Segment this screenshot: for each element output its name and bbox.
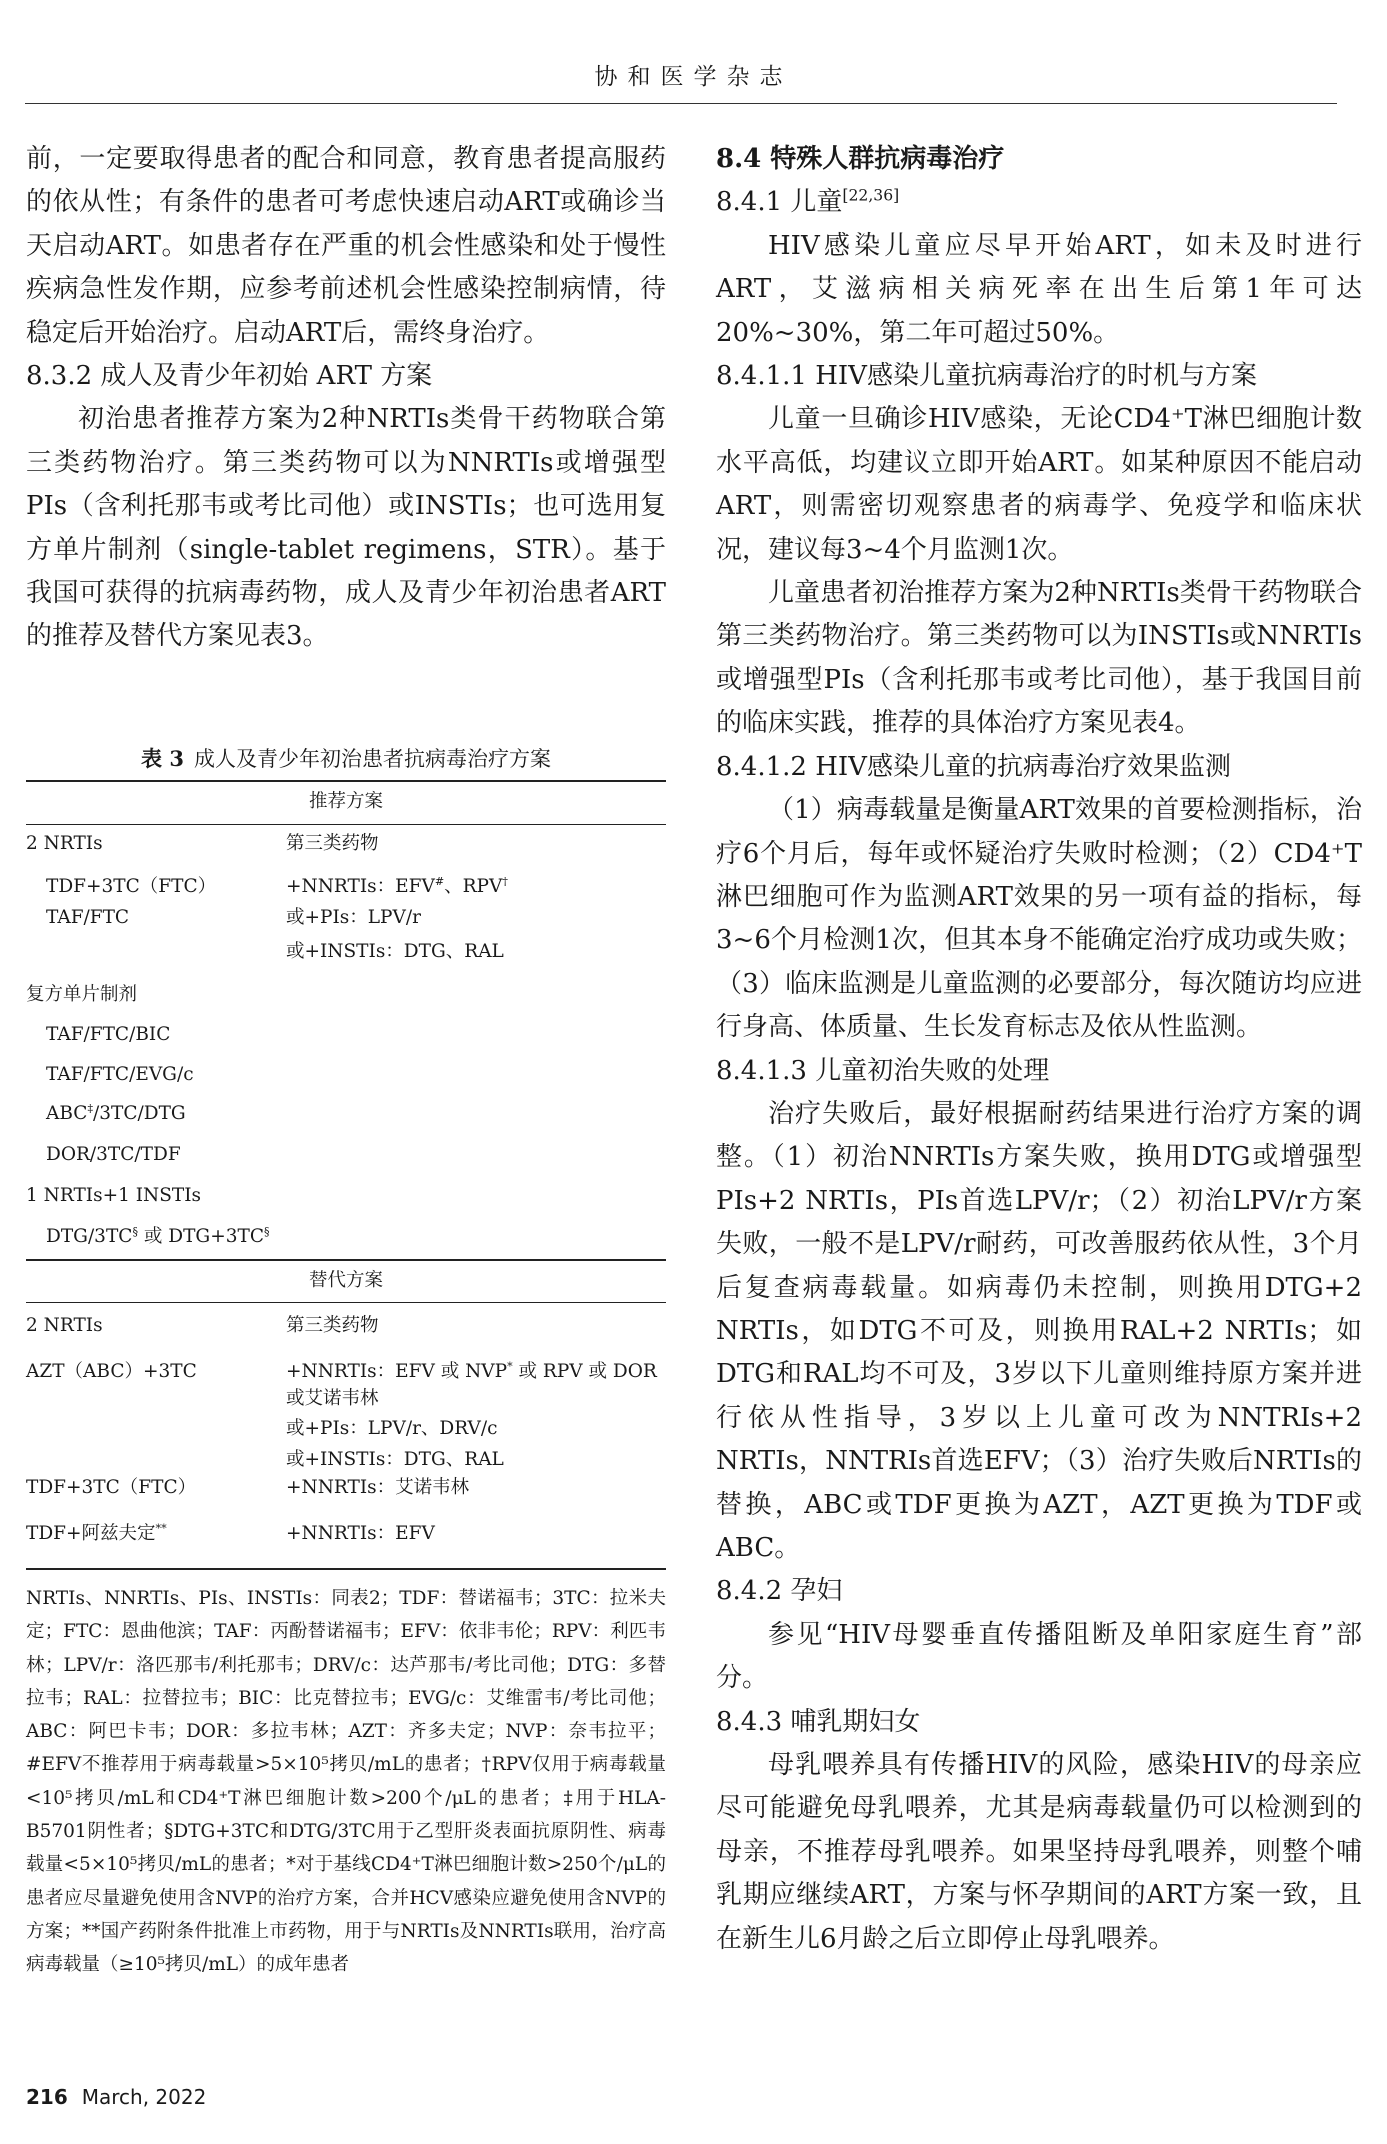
alt2-c1: TDF+3TC（FTC） bbox=[26, 1477, 197, 1498]
table-caption-text: 成人及青少年初治患者抗病毒治疗方案 bbox=[193, 747, 551, 771]
alt1-c2b: 或艾诺韦林 bbox=[286, 1388, 379, 1409]
recommended-header: 推荐方案 bbox=[308, 791, 383, 812]
alt3-c2: +NNRTIs：EFV bbox=[286, 1523, 435, 1544]
left-column bbox=[26, 138, 666, 659]
r1-c2a: +NNRTIs：EFV#、RPV† bbox=[286, 874, 508, 897]
section-8-4-title: 8.4 特殊人群抗病毒治疗 bbox=[716, 144, 1005, 174]
section-8-4-1-1-title: 8.4.1.1 HIV感染儿童抗病毒治疗的时机与方案 bbox=[716, 361, 1257, 392]
alt1-c2a: +NNRTIs：EFV 或 NVP* 或 RPV 或 DOR bbox=[286, 1359, 657, 1382]
header-divider bbox=[25, 103, 1337, 104]
str-head: 复方单片制剂 bbox=[26, 984, 138, 1005]
section-8-4-1-1-p1: 儿童一旦确诊HIV感染，无论CD4⁺T淋巴细胞计数水平高低，均建议立即开始ART。如某种原因不能启动ART，则需密切观察患者的病毒学、免疫学和临床状况，建议每3~4个月监测1次。 bbox=[716, 404, 1362, 565]
str-1: TAF/FTC/BIC bbox=[46, 1024, 171, 1045]
str-4: DOR/3TC/TDF bbox=[46, 1144, 181, 1165]
str-2: TAF/FTC/EVG/c bbox=[46, 1064, 194, 1085]
str-3: ABC‡/3TC/DTG bbox=[46, 1101, 186, 1124]
page-footer bbox=[26, 2085, 206, 2109]
section-8-3-2-title: 8.3.2 成人及青少年初始 ART 方案 bbox=[26, 361, 433, 392]
alt1-c2c: 或+PIs：LPV/r、DRV/c bbox=[286, 1418, 498, 1439]
r1-c1b: TAF/FTC bbox=[46, 907, 130, 928]
table-caption bbox=[26, 743, 666, 773]
alt1-c1: AZT（ABC）+3TC bbox=[26, 1361, 197, 1382]
table-bottom-rule bbox=[26, 1568, 666, 1570]
section-8-4-2-text: 参见“HIV母婴垂直传播阻断及单阳家庭生育”部分。 bbox=[716, 1619, 1362, 1694]
section-8-4-1-2-text: （1）病毒载量是衡量ART效果的首要检测指标，治疗6个月后，每年或怀疑治疗失败时检测；（2）CD4⁺T淋巴细胞可作为监测ART效果的另一项有益的指标，每3~6个月检测1次，但其本身不能确定治疗成功或失败；（3）临床监测是儿童监测的必要部分，每次随访均应进行身高、体质量、生长发育标志及依从性监测。 bbox=[716, 795, 1362, 1043]
alt2-c2: +NNRTIs：艾诺韦林 bbox=[286, 1477, 470, 1498]
alt-col2-head: 第三类药物 bbox=[286, 1315, 379, 1336]
alternative-rule bbox=[26, 1302, 666, 1303]
section-8-4-3-title: 8.4.3 哺乳期妇女 bbox=[716, 1706, 921, 1737]
table-footnote: NRTIs、NNRTIs、PIs、INSTIs：同表2；TDF：替诺福韦；3TC：拉米夫定；FTC：恩曲他滨；TAF：丙酚替诺福韦；EFV：依非韦伦；RPV：利匹韦林；LPV/r：洛匹那韦/利托那韦；DRV/c：达芦那韦/考比司他；DTG：多替拉韦；RAL：拉替拉韦；BIC：比克替拉韦；EVG/c：艾维雷韦/考比司他；ABC：阿巴卡韦；DOR：多拉韦林；AZT：齐多夫定；NVP：奈韦拉平；#EFV不推荐用于病毒载量>5×10⁵拷贝/mL的患者；†RPV仅用于病毒载量<10⁵拷贝/mL和CD4⁺T淋巴细胞计数>200个/μL的患者；‡用于HLA-B5701阴性者；§DTG+3TC和DTG/3TC用于乙型肝炎表面抗原阴性、病毒载量<5×10⁵拷贝/mL的患者；*对于基线CD4⁺T淋巴细胞计数>250个/μL的患者应尽量避免使用含NVP的治疗方案，合并HCV感染应避免使用含NVP的方案；**国产药附条件批准上市药物，用于与NRTIs及NNRTIs联用，治疗高病毒载量（≥10⁵拷贝/mL）的成年患者 bbox=[26, 1588, 666, 1976]
col1-head: 2 NRTIs bbox=[26, 833, 103, 854]
intro-paragraph: 前，一定要取得患者的配合和同意，教育患者提高服药的依从性；有条件的患者可考虑快速启动ART或确诊当天启动ART。如患者存在严重的机会性感染和处于慢性疾病急性发作期，应参考前述机会性感染控制病情，待稳定后开始治疗。启动ART后，需终身治疗。 bbox=[26, 144, 666, 348]
n1i1-row: DTG/3TC§ 或 DTG+3TC§ bbox=[46, 1224, 270, 1247]
right-column bbox=[716, 138, 1362, 1961]
section-8-4-1-2-title: 8.4.1.2 HIV感染儿童的抗病毒治疗效果监测 bbox=[716, 751, 1231, 782]
citation-ref: [22,36] bbox=[842, 186, 900, 205]
alt1-c2d: 或+INSTIs：DTG、RAL bbox=[286, 1449, 504, 1470]
n1i1-head: 1 NRTIs+1 INSTIs bbox=[26, 1185, 202, 1206]
r1-c2c: 或+INSTIs：DTG、RAL bbox=[286, 941, 504, 962]
r1-c2b: 或+PIs：LPV/r bbox=[286, 907, 421, 928]
section-8-4-1-1-p2: 儿童患者初治推荐方案为2种NRTIs类骨干药物联合第三类药物治疗。第三类药物可以为INSTIs或NNRTIs或增强型PIs（含利托那韦或考比司他），基于我国目前的临床实践，推荐的具体治疗方案见表4。 bbox=[716, 578, 1362, 739]
section-8-4-3-text: 母乳喂养具有传播HIV的风险，感染HIV的母亲应尽可能避免母乳喂养，尤其是病毒载量仍可以检测到的母亲，不推荐母乳喂养。如果坚持母乳喂养，则整个哺乳期应继续ART，方案与怀孕期间的ART方案一致，且在新生儿6月龄之后立即停止母乳喂养。 bbox=[716, 1750, 1362, 1954]
section-8-4-1-3-title: 8.4.1.3 儿童初治失败的处理 bbox=[716, 1055, 1050, 1086]
section-8-3-2-text: 初治患者推荐方案为2种NRTIs类骨干药物联合第三类药物治疗。第三类药物可以为NNRTIs或增强型PIs（含利托那韦或考比司他）或INSTIs；也可选用复方单片制剂（single-tablet regimens，STR）。基于我国可获得的抗病毒药物，成人及青少年初治患者ART的推荐及替代方案见表3。 bbox=[26, 404, 666, 652]
section-8-4-1-3-text: 治疗失败后，最好根据耐药结果进行治疗方案的调整。（1）初治NNRTIs方案失败，换用DTG或增强型PIs+2 NRTIs，PIs首选LPV/r；（2）初治LPV/r方案失败，一般不是LPV/r耐药，可改善服药依从性，3个月后复查病毒载量。如病毒仍未控制，则换用DTG+2 NRTIs，如DTG不可及，则换用RAL+2 NRTIs；如DTG和RAL均不可及，3岁以下儿童则维持原方案并进行依从性指导，3岁以上儿童可改为NNTRIs+2 NRTIs，NNTRIs首选EFV；（3）治疗失败后NRTIs的替换，ABC或TDF更换为AZT，AZT更换为TDF或ABC。 bbox=[716, 1098, 1362, 1563]
alternative-header: 替代方案 bbox=[308, 1270, 383, 1291]
alt3-c1: TDF+阿兹夫定** bbox=[26, 1521, 167, 1544]
section-8-4-2-title: 8.4.2 孕妇 bbox=[716, 1576, 843, 1607]
table-top-rule bbox=[26, 780, 666, 782]
col2-head: 第三类药物 bbox=[286, 833, 379, 854]
alt-col1-head: 2 NRTIs bbox=[26, 1315, 103, 1336]
issue-date: March, 2022 bbox=[81, 2085, 207, 2109]
journal-title: 协和医学杂志 bbox=[594, 64, 793, 90]
page-number: 216 bbox=[26, 2085, 68, 2109]
recommended-rule bbox=[26, 824, 666, 825]
section-8-4-1-title: 8.4.1 儿童[22,36] bbox=[716, 186, 900, 218]
table-label: 表 3 bbox=[141, 746, 184, 771]
section-8-4-1-text: HIV感染儿童应尽早开始ART，如未及时进行ART，艾滋病相关病死率在出生后第1年可达20%~30%，第二年可超过50%。 bbox=[716, 230, 1362, 348]
alternative-top-rule bbox=[26, 1259, 666, 1261]
r1-c1a: TDF+3TC（FTC） bbox=[46, 876, 217, 897]
